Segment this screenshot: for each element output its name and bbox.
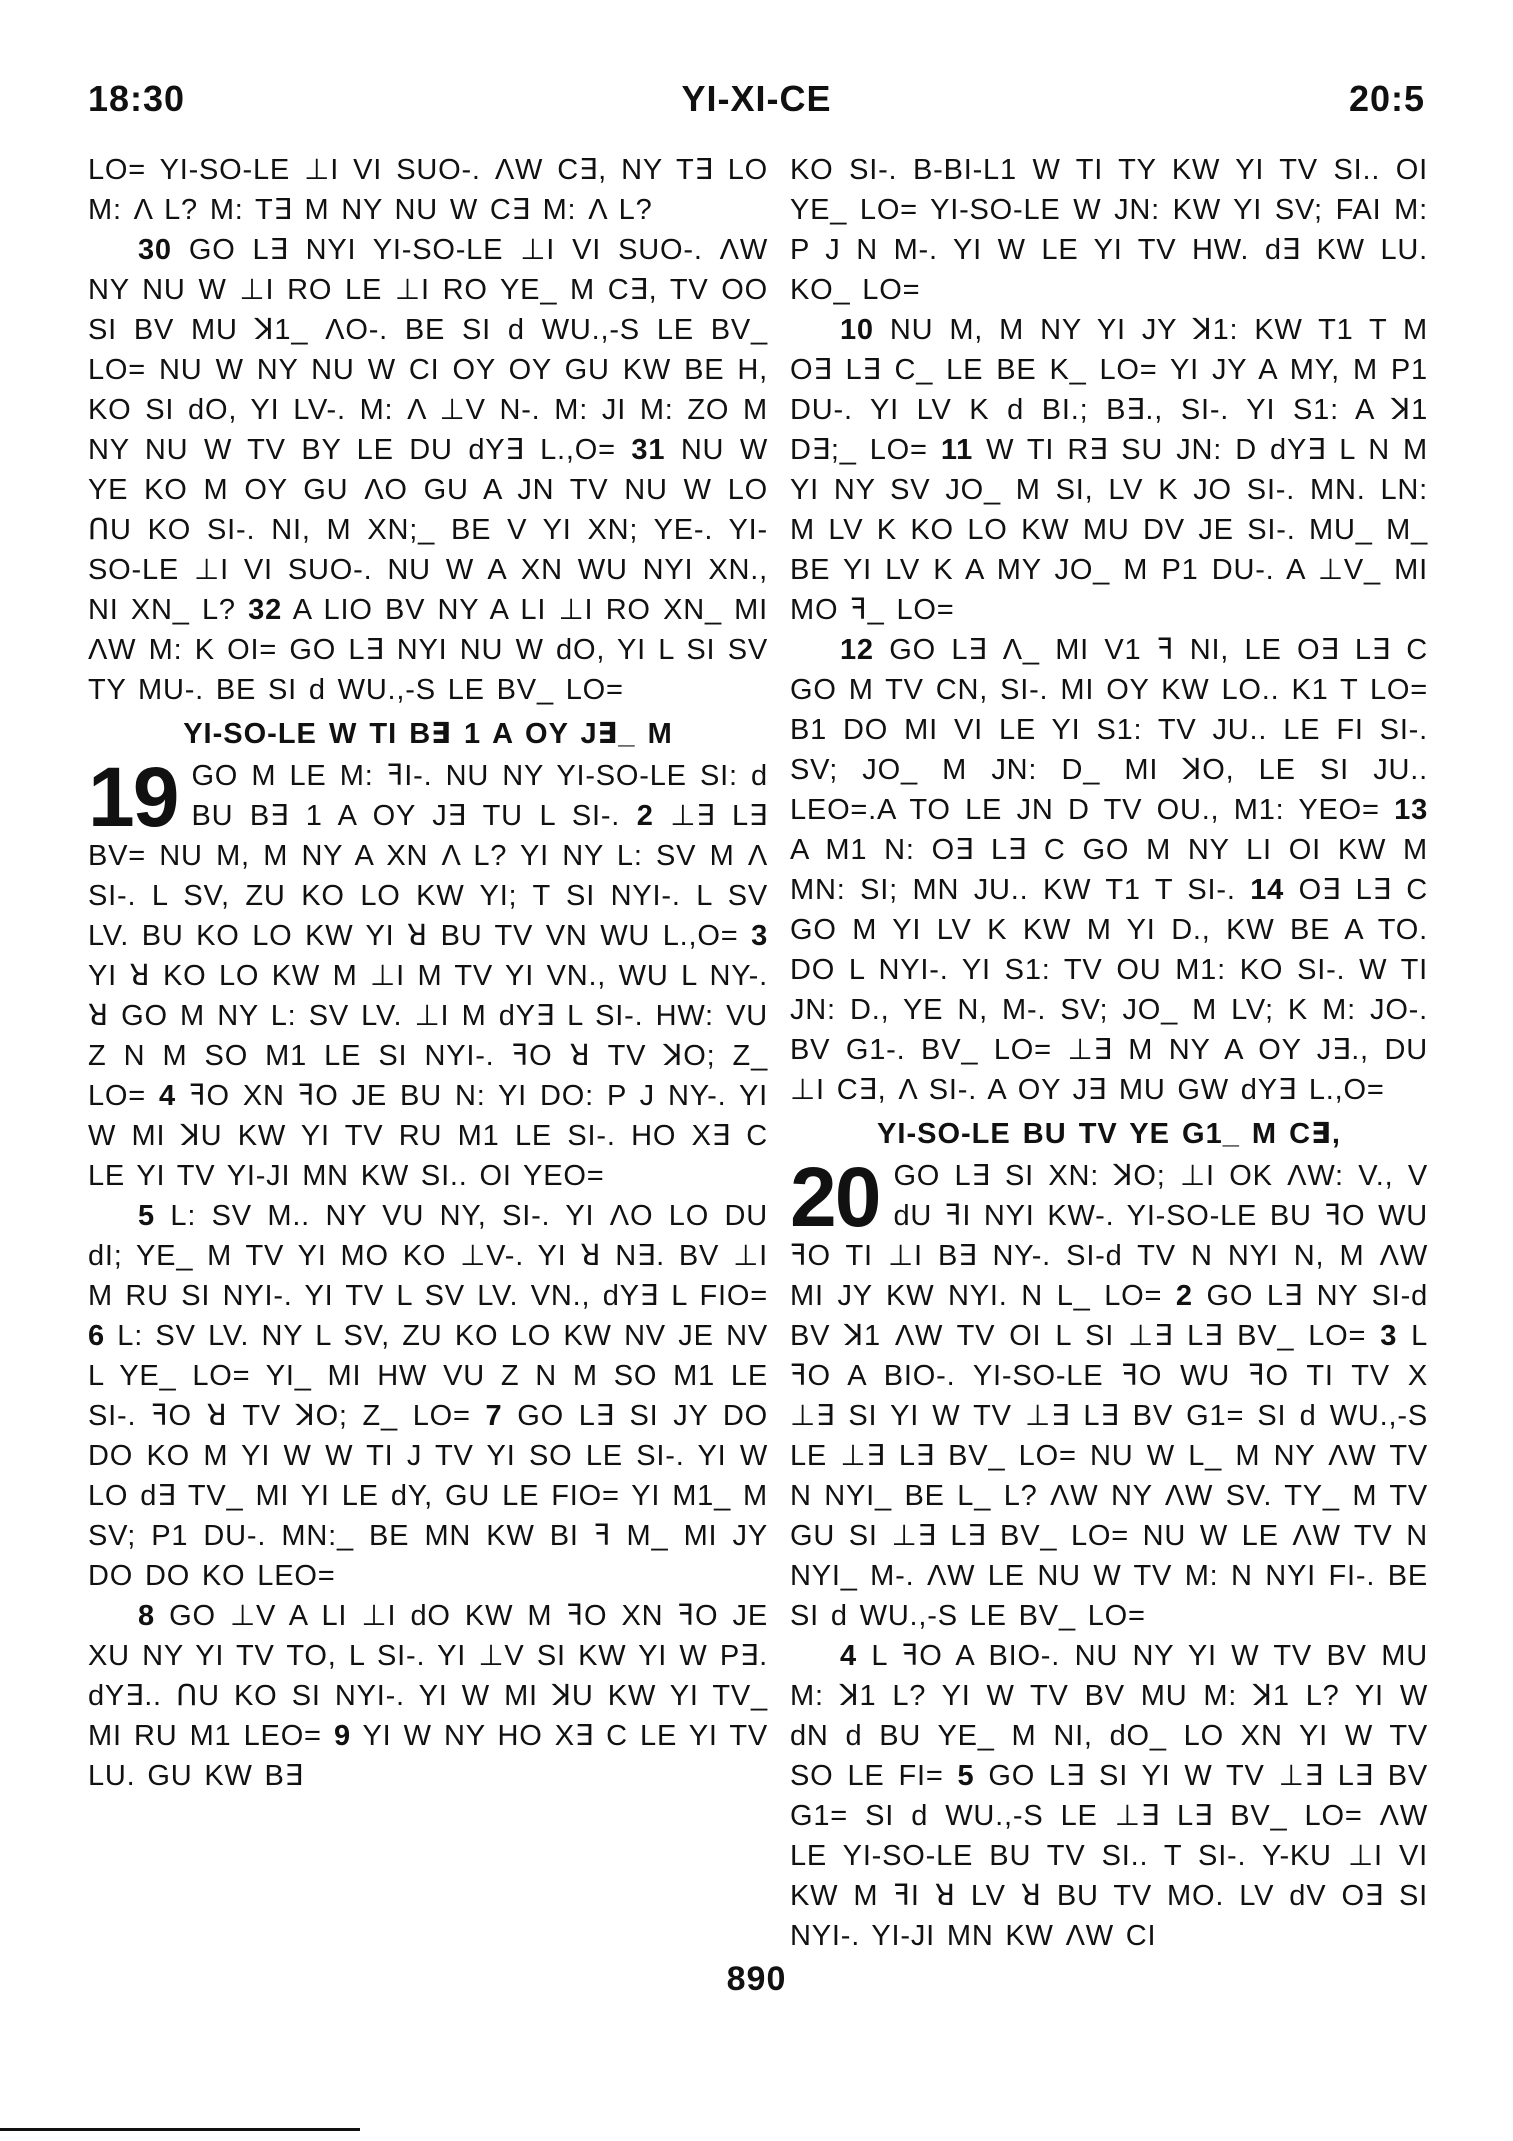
paragraph — [790, 630, 1428, 1110]
paragraph — [88, 750, 769, 1196]
footer-rule — [0, 2128, 360, 2131]
verse-number: 8 — [138, 1600, 155, 1632]
verse-text: GO ⊥V A LI ⊥I dO KW M ꟻO XN ꟻO JE XU NY YI TV TO, L SI-. YI ⊥V SI KW YI W P∃. dY∃.. ꓵU KO SI NYI-. YI W MI ꓘU KW YI TV_ MI RU M1 LEO= — [88, 1600, 769, 1752]
verse-text: ⊥∃ L∃ BV= NU M, M NY A XN Λ L? YI NY L: SV M Λ SI-. L SV, ZU KO LO KW YI; T SI NYI-. L SV LV. BU KO LO KW YI ꓤ BU TV VN WU L.,O= — [88, 800, 769, 952]
paragraph — [790, 1636, 1428, 1956]
verse-text: L: SV M.. NY VU NY, SI-. YI ΛO LO DU dI; YE_ M TV YI MO KO ⊥V-. YI ꓤ N∃. BV ⊥I M RU SI NYI-. YI TV L SV LV. VN., dY∃ L FIO= — [88, 1200, 768, 1312]
verse-number: 12 — [840, 634, 874, 666]
right-column — [790, 150, 1428, 1956]
verse-number: 30 — [138, 234, 172, 266]
verse-number: 9 — [333, 1720, 351, 1752]
verse-text: NU M, M NY YI JY ꓘ1: KW T1 T M O∃ L∃ C_ LE BE K_ LO= YI JY A MY, M P1 DU-. YI LV K d BI.; B∃., SI-. YI S1: A ꓘ1 D∃;_ LO= — [790, 314, 1428, 466]
verse-number: 3 — [1380, 1320, 1398, 1352]
header-left-reference: 18:30 — [88, 78, 186, 119]
verse-text: GO L∃ SI XN: ꓘO; ⊥I OK ΛW: V., V dU ꟻI NYI KW-. YI-SO-LE BU ꟻO WU ꟻO TI ⊥I B∃ NY-. SI-d TV N NYI N, M ΛW MI JY KW NYI. N L_ LO= — [790, 1160, 1428, 1312]
verse-text: O∃ L∃ C GO M YI LV K KW M YI D., KW BE A TO. DO L NYI-. YI S1: TV OU M1: KO SI-. W TI JN: D., YE N, M-. SV; JO_ M LV; K M: JO-. BV G1-. BV_ LO= ⊥∃ M NY A OY J∃., DU ⊥I C∃, Λ SI-. A OY J∃ MU GW dY∃ L.,O= — [790, 874, 1428, 1106]
verse-number: 2 — [1175, 1280, 1193, 1312]
verse-text: A LIO BV NY A LI ⊥I RO XN_ MI ΛW M: K OI= GO L∃ NYI NU W dO, YI L SI SV TY MU-. BE SI d WU.,-S LE BV_ LO= — [88, 594, 768, 706]
page-number: 890 — [726, 1960, 787, 1998]
paragraph: LO= YI-SO-LE ⊥I VI SUO-. ΛW C∃, NY T∃ LO M: Λ L? M: T∃ M NY NU W C∃ M: Λ L? — [88, 154, 768, 226]
verse-text: YI ꓤ KO LO KW M ⊥I M TV YI VN., WU L NY-. ꓤ GO M NY L: SV LV. ⊥I M dY∃ L SI-. HW: VU Z N M SO M1 LE SI NYI-. ꟻO ꓤ TV ꓘO; Z_ LO= — [88, 960, 768, 1112]
verse-number: 4 — [840, 1640, 857, 1672]
verse-number: 14 — [1250, 874, 1285, 906]
chapter-number: 20 — [790, 1150, 880, 1244]
verse-number: 5 — [957, 1760, 975, 1792]
verse-text: L ꟻO A BIO-. NU NY YI W TV BV MU M: ꓘ1 L? YI W TV BV MU M: ꓘ1 L? YI W dN d BU YE_ M NI, dO_ LO XN YI W TV SO LE FI= — [790, 1640, 1428, 1792]
verse-text: GO L∃ SI JY DO DO KO M YI W W TI J TV YI SO LE SI-. YI W LO d∃ TV_ MI YI LE dY, GU LE FIO= YI M1_ M SV; P1 DU-. MN:_ BE MN KW BI ꟻ M_ MI JY DO DO KO LEO= — [88, 1400, 769, 1592]
verse-number: 4 — [159, 1080, 176, 1112]
paragraph — [88, 1596, 768, 1796]
verse-number: 31 — [631, 434, 666, 466]
verse-text: GO L∃ NY SI-d BV ꓘ1 ΛW TV OI L SI ⊥∃ L∃ BV_ LO= — [790, 1280, 1429, 1352]
verse-text: GO M LE M: ꟻI-. NU NY YI-SO-LE SI: d BU B∃ 1 A OY J∃ TU L SI-. — [191, 760, 768, 832]
header-book-title: YI-XI-CE — [681, 78, 832, 119]
verse-number: 13 — [1394, 794, 1428, 826]
verse-text: NU W YE KO M OY GU ΛO GU A JN TV NU W LO ꓵU KO SI-. NI, M XN;_ BE V YI XN; YE-. YI-SO-LE ⊥I VI SUO-. NU W A XN WU NYI XN., NI XN_ L? — [88, 434, 769, 626]
section-heading: YI-SO-LE W TI B∃ 1 A OY J∃_ M — [183, 718, 673, 750]
verse-number: 7 — [485, 1400, 503, 1432]
verse-number: 6 — [88, 1320, 105, 1352]
header-right-reference: 20:5 — [1348, 78, 1425, 119]
verse-text: GO L∃ Λ_ MI V1 ꟻ NI, LE O∃ L∃ C GO M TV CN, SI-. MI OY KW LO.. K1 T LO= B1 DO MI VI LE YI S1: TV JU.. LE FI SI-. SV; JO_ M JN: D_ MI ꓘO, LE SI JU.. LEO=.A TO LE JN D TV OU., M1: YEO= — [790, 634, 1428, 826]
section-heading: YI-SO-LE BU TV YE G1_ M C∃, — [877, 1118, 1341, 1150]
paragraph — [790, 310, 1428, 630]
verse-text: L ꟻO A BIO-. YI-SO-LE ꟻO WU ꟻO TI TV X ⊥∃ SI YI W TV ⊥∃ L∃ BV G1= SI d WU.,-S LE ⊥∃ L∃ BV_ LO= NU W L_ M NY ΛW TV N NYI_ BE L_ L? ΛW NY ΛW SV. TY_ M TV GU SI ⊥∃ L∃ BV_ LO= NU W LE ΛW TV N NYI_ M-. ΛW LE NU W TV M: N NYI FI-. BE SI d WU.,-S LE BV_ LO= — [790, 1320, 1429, 1632]
verse-number: 11 — [940, 434, 974, 466]
left-column — [88, 150, 768, 1796]
verse-text: GO L∃ SI YI W TV ⊥∃ L∃ BV G1= SI d WU.,-S LE ⊥∃ L∃ BV_ LO= ΛW LE YI-SO-LE BU TV SI.. T SI-. Y-KU ⊥I VI KW M ꟻI ꓤ LV ꓤ BU TV MO. LV dV O∃ SI NYI-. YI-JI MN KW ΛW CI — [790, 1760, 1428, 1952]
verse-text: L: SV LV. NY L SV, ZU KO LO KW NV JE NV L YE_ LO= YI_ MI HW VU Z N M SO M1 LE SI-. ꟻO ꓤ TV ꓘO; Z_ LO= — [88, 1320, 768, 1432]
verse-number: 3 — [751, 920, 769, 952]
verse-text: ꟻO XN ꟻO JE BU N: YI DO: P J NY-. YI W MI ꓘU KW YI TV RU M1 LE SI-. HO X∃ C LE YI TV YI-JI MN KW SI.. OI YEO= — [88, 1080, 768, 1192]
paragraph: KO SI-. B-BI-L1 W TI TY KW YI TV SI.. OI YE_ LO= YI-SO-LE W JN: KW YI SV; FAI M: P J N M-. YI W LE YI TV HW. d∃ KW LU. KO_ LO= — [790, 154, 1428, 306]
verse-number: 32 — [248, 594, 283, 626]
verse-number: 2 — [636, 800, 654, 832]
verse-number: 10 — [840, 314, 874, 346]
paragraph — [88, 1196, 768, 1596]
verse-number: 5 — [138, 1200, 155, 1232]
chapter-number: 19 — [88, 750, 178, 844]
verse-text: YI W NY HO X∃ C LE YI TV LU. GU KW B∃ — [88, 1720, 769, 1792]
paragraph — [88, 230, 768, 710]
verse-text: GO L∃ NYI YI-SO-LE ⊥I VI SUO-. ΛW NY NU W ⊥I RO LE ⊥I RO YE_ M C∃, TV OO SI BV MU ꓘ1_ ΛO-. BE SI d WU.,-S LE BV_ LO= NU W NY NU W CI OY OY GU KW BE H, KO SI dO, YI LV-. M: Λ ⊥V N-. M: JI M: ZO M NY NU W TV BY LE DU dY∃ L.,O= — [88, 234, 768, 466]
paragraph — [790, 1150, 1429, 1636]
verse-text: W TI R∃ SU JN: D dY∃ L N M YI NY SV JO_ M SI, LV K JO SI-. MN. LN: M LV K KO LO KW MU DV JE SI-. MU_ M_ BE YI LV K A MY JO_ M P1 DU-. A ⊥V_ MI MO ꟻ_ LO= — [790, 434, 1429, 626]
verse-text: A M1 N: O∃ L∃ C GO M NY LI OI KW M MN: SI; MN JU.. KW T1 T SI-. — [790, 834, 1428, 906]
